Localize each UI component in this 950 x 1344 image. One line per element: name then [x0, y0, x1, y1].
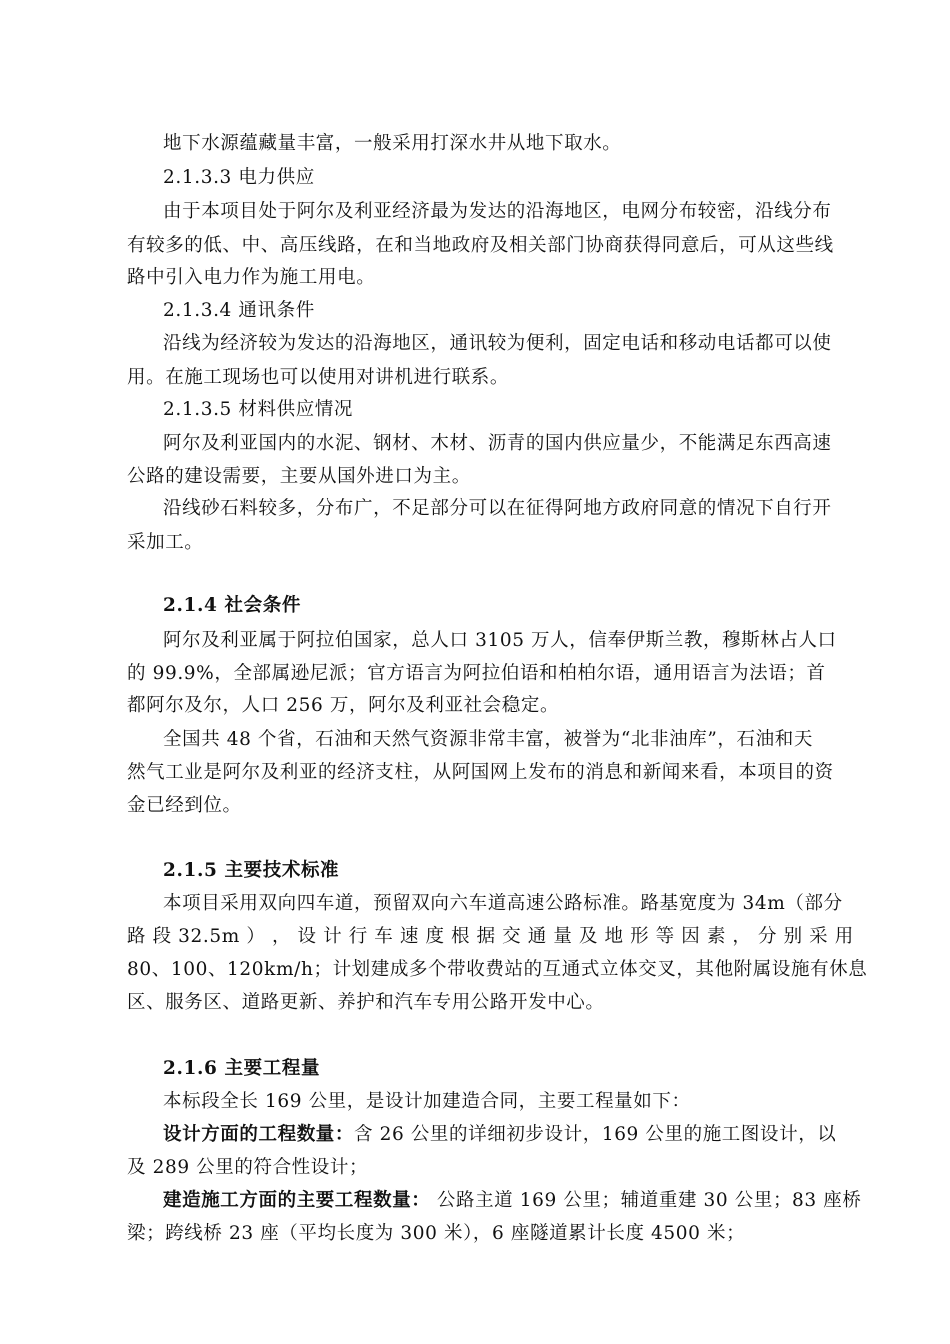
paragraph-line: 然气工业是阿尔及利亚的经济支柱，从阿国网上发布的消息和新闻来看，本项目的资: [127, 762, 834, 783]
paragraph-line: 都阿尔及尔，人口 256 万，阿尔及利亚社会稳定。: [127, 695, 560, 716]
paragraph-line: 阿尔及利亚属于阿拉伯国家，总人口 3105 万人，信奉伊斯兰教，穆斯林占人口: [163, 630, 837, 651]
paragraph-line: 80、100、120km/h；计划建成多个带收费站的互通式立体交叉，其他附属设施有休息: [127, 959, 868, 980]
paragraph-line: 沿线为经济较为发达的沿海地区，通讯较为便利，固定电话和移动电话都可以使: [163, 333, 832, 354]
paragraph-line: [163, 1188, 875, 1214]
paragraph-line: 本标段全长 169 公里，是设计加建造合同，主要工程量如下：: [163, 1091, 691, 1112]
paragraph-line: 的 99.9%，全部属逊尼派；官方语言为阿拉伯语和柏柏尔语，通用语言为法语；首: [127, 663, 826, 684]
paragraph-line: 本项目采用双向四车道，预留双向六车道高速公路标准。路基宽度为 34m（部分: [163, 893, 843, 914]
paragraph-line: 地下水源蕴藏量丰富，一般采用打深水井从地下取水。: [163, 133, 622, 154]
text-design-quantities: 含 26 公里的详细初步设计，169 公里的施工图设计，以: [354, 1124, 837, 1145]
subheading-power-supply: 2.1.3.3 电力供应: [163, 167, 315, 188]
paragraph-line: 梁；跨线桥 23 座（平均长度为 300 米），6 座隧道累计长度 4500 米；: [127, 1223, 746, 1244]
paragraph-line: 及 289 公里的符合性设计；: [127, 1157, 369, 1178]
label-construction-quantities: 建造施工方面的主要工程数量：: [163, 1190, 431, 1211]
paragraph-line: 由于本项目处于阿尔及利亚经济最为发达的沿海地区，电网分布较密，沿线分布: [163, 201, 832, 222]
section-heading-quantities: 2.1.6 主要工程量: [163, 1058, 321, 1079]
paragraph-line: 路中引入电力作为施工用电。: [127, 267, 376, 288]
paragraph-line: 用。在施工现场也可以使用对讲机进行联系。: [127, 367, 510, 388]
paragraph-line: 采加工。: [127, 532, 204, 553]
paragraph-line: 有较多的低、中、高压线路，在和当地政府及相关部门协商获得同意后，可从这些线: [127, 235, 834, 256]
paragraph-line: [163, 1122, 875, 1148]
paragraph-line: 全国共 48 个省，石油和天然气资源非常丰富，被誉为“北非油库”，石油和天: [163, 729, 813, 750]
section-heading-tech-standards: 2.1.5 主要技术标准: [163, 860, 340, 881]
paragraph-line: 区、服务区、道路更新、养护和汽车专用公路开发中心。: [127, 992, 605, 1013]
label-design-quantities: 设计方面的工程数量：: [163, 1124, 355, 1145]
paragraph-line: 路 段 32.5m ） ， 设 计 行 车 速 度 根 据 交 通 量 及 地 形 等 因 素 ， 分 别 采 用: [127, 926, 854, 947]
paragraph-line: 沿线砂石料较多，分布广，不足部分可以在征得阿地方政府同意的情况下自行开: [163, 498, 832, 519]
paragraph-line: 公路的建设需要，主要从国外进口为主。: [127, 466, 471, 487]
section-heading-social: 2.1.4 社会条件: [163, 595, 301, 616]
paragraph-line: 金已经到位。: [127, 795, 242, 816]
subheading-communication: 2.1.3.4 通讯条件: [163, 300, 315, 321]
subheading-material-supply: 2.1.3.5 材料供应情况: [163, 399, 354, 420]
text-construction-quantities: 公路主道 169 公里；辅道重建 30 公里；83 座桥: [430, 1190, 862, 1211]
paragraph-line: 阿尔及利亚国内的水泥、钢材、木材、沥青的国内供应量少，不能满足东西高速: [163, 433, 832, 454]
